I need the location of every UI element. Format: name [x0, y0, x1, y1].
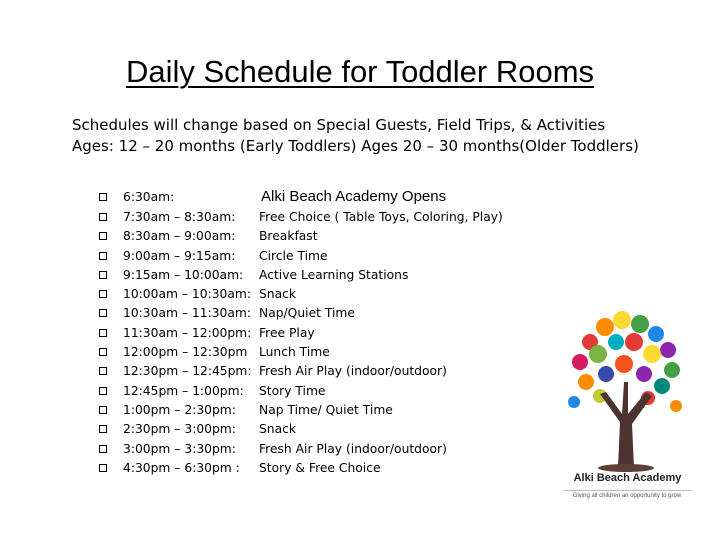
checkbox-bullet-icon — [99, 252, 107, 260]
tree-ground — [598, 464, 654, 472]
schedule-activity: Fresh Air Play (indoor/outdoor) — [259, 441, 447, 456]
schedule-item — [99, 266, 539, 285]
schedule-time: 7:30am – 8:30am: — [123, 210, 236, 224]
schedule-list — [99, 186, 539, 478]
schedule-activity: Alki Beach Academy Opens — [261, 188, 447, 205]
schedule-item — [99, 186, 539, 208]
schedule-item — [99, 304, 539, 323]
schedule-time: 12:30pm – 12:45pm: — [123, 364, 252, 379]
schedule-time: 4:30pm – 6:30pm : — [123, 460, 240, 475]
schedule-time: 6:30am: — [123, 190, 175, 204]
schedule-activity: Free Play — [259, 325, 315, 340]
schedule-time: 11:30am – 12:00pm: — [123, 325, 252, 340]
checkbox-bullet-icon — [99, 425, 107, 433]
schedule-item — [99, 401, 539, 420]
schedule-activity: Circle Time — [259, 248, 328, 263]
schedule-activity: Lunch Time — [259, 345, 330, 360]
tree-trunk — [600, 382, 652, 467]
schedule-activity: Fresh Air Play (indoor/outdoor) — [259, 364, 447, 379]
schedule-item — [99, 420, 539, 439]
schedule-time: 10:30am – 11:30am: — [123, 306, 252, 321]
page-title: Daily Schedule for Toddler Rooms — [125, 54, 595, 89]
schedule-activity: Story & Free Choice — [259, 460, 381, 475]
checkbox-bullet-icon — [99, 387, 107, 395]
schedule-time: 12:00pm – 12:30pm — [123, 345, 248, 360]
checkbox-bullet-icon — [99, 232, 107, 240]
schedule-item — [99, 362, 539, 381]
schedule-time: 12:45pm – 1:00pm: — [123, 383, 244, 398]
checkbox-bullet-icon — [99, 348, 107, 356]
schedule-item — [99, 440, 539, 459]
schedule-activity: Free Choice ( Table Toys, Coloring, Play) — [259, 210, 503, 224]
logo-tagline: Giving all children an opportunity to grow — [563, 490, 691, 499]
checkbox-bullet-icon — [99, 193, 107, 201]
checkbox-bullet-icon — [99, 213, 107, 221]
checkbox-bullet-icon — [99, 406, 107, 414]
schedule-activity: Nap Time/ Quiet Time — [259, 402, 393, 417]
schedule-item — [99, 324, 539, 343]
checkbox-bullet-icon — [99, 329, 107, 337]
schedule-item — [99, 247, 539, 266]
schedule-item — [99, 459, 539, 478]
checkbox-bullet-icon — [99, 290, 107, 298]
schedule-activity: Snack — [259, 422, 297, 437]
schedule-time: 9:15am – 10:00am: — [123, 267, 244, 282]
schedule-time: 2:30pm – 3:00pm: — [123, 422, 236, 437]
schedule-activity: Snack — [259, 287, 297, 302]
schedule-activity: Nap/Quiet Time — [259, 306, 355, 321]
checkbox-bullet-icon — [99, 309, 107, 317]
schedule-item — [99, 343, 539, 362]
schedule-activity: Breakfast — [259, 229, 318, 244]
schedule-activity: Active Learning Stations — [259, 267, 409, 282]
age-groups: Ages: 12 – 20 months (Early Toddlers) Ages 20 – 30 months(Older Toddlers) — [72, 137, 639, 155]
schedule-item — [99, 285, 539, 304]
checkbox-bullet-icon — [99, 445, 107, 453]
schedule-activity: Story Time — [259, 383, 326, 398]
schedule-item — [99, 227, 539, 246]
schedule-item — [99, 208, 539, 227]
schedule-item — [99, 382, 539, 401]
schedule-time: 3:00pm – 3:30pm: — [123, 441, 236, 456]
checkbox-bullet-icon — [99, 271, 107, 279]
schedule-time: 1:00pm – 2:30pm: — [123, 402, 236, 417]
schedule-note: Schedules will change based on Special Guests, Field Trips, & Activities — [72, 116, 606, 134]
schedule-time: 10:00am – 10:30am: — [123, 287, 252, 302]
checkbox-bullet-icon — [99, 464, 107, 472]
schedule-time: 8:30am – 9:00am: — [123, 229, 236, 244]
logo-name: Alki Beach Academy — [573, 472, 682, 484]
schedule-time: 9:00am – 9:15am: — [123, 248, 236, 263]
checkbox-bullet-icon — [99, 367, 107, 375]
